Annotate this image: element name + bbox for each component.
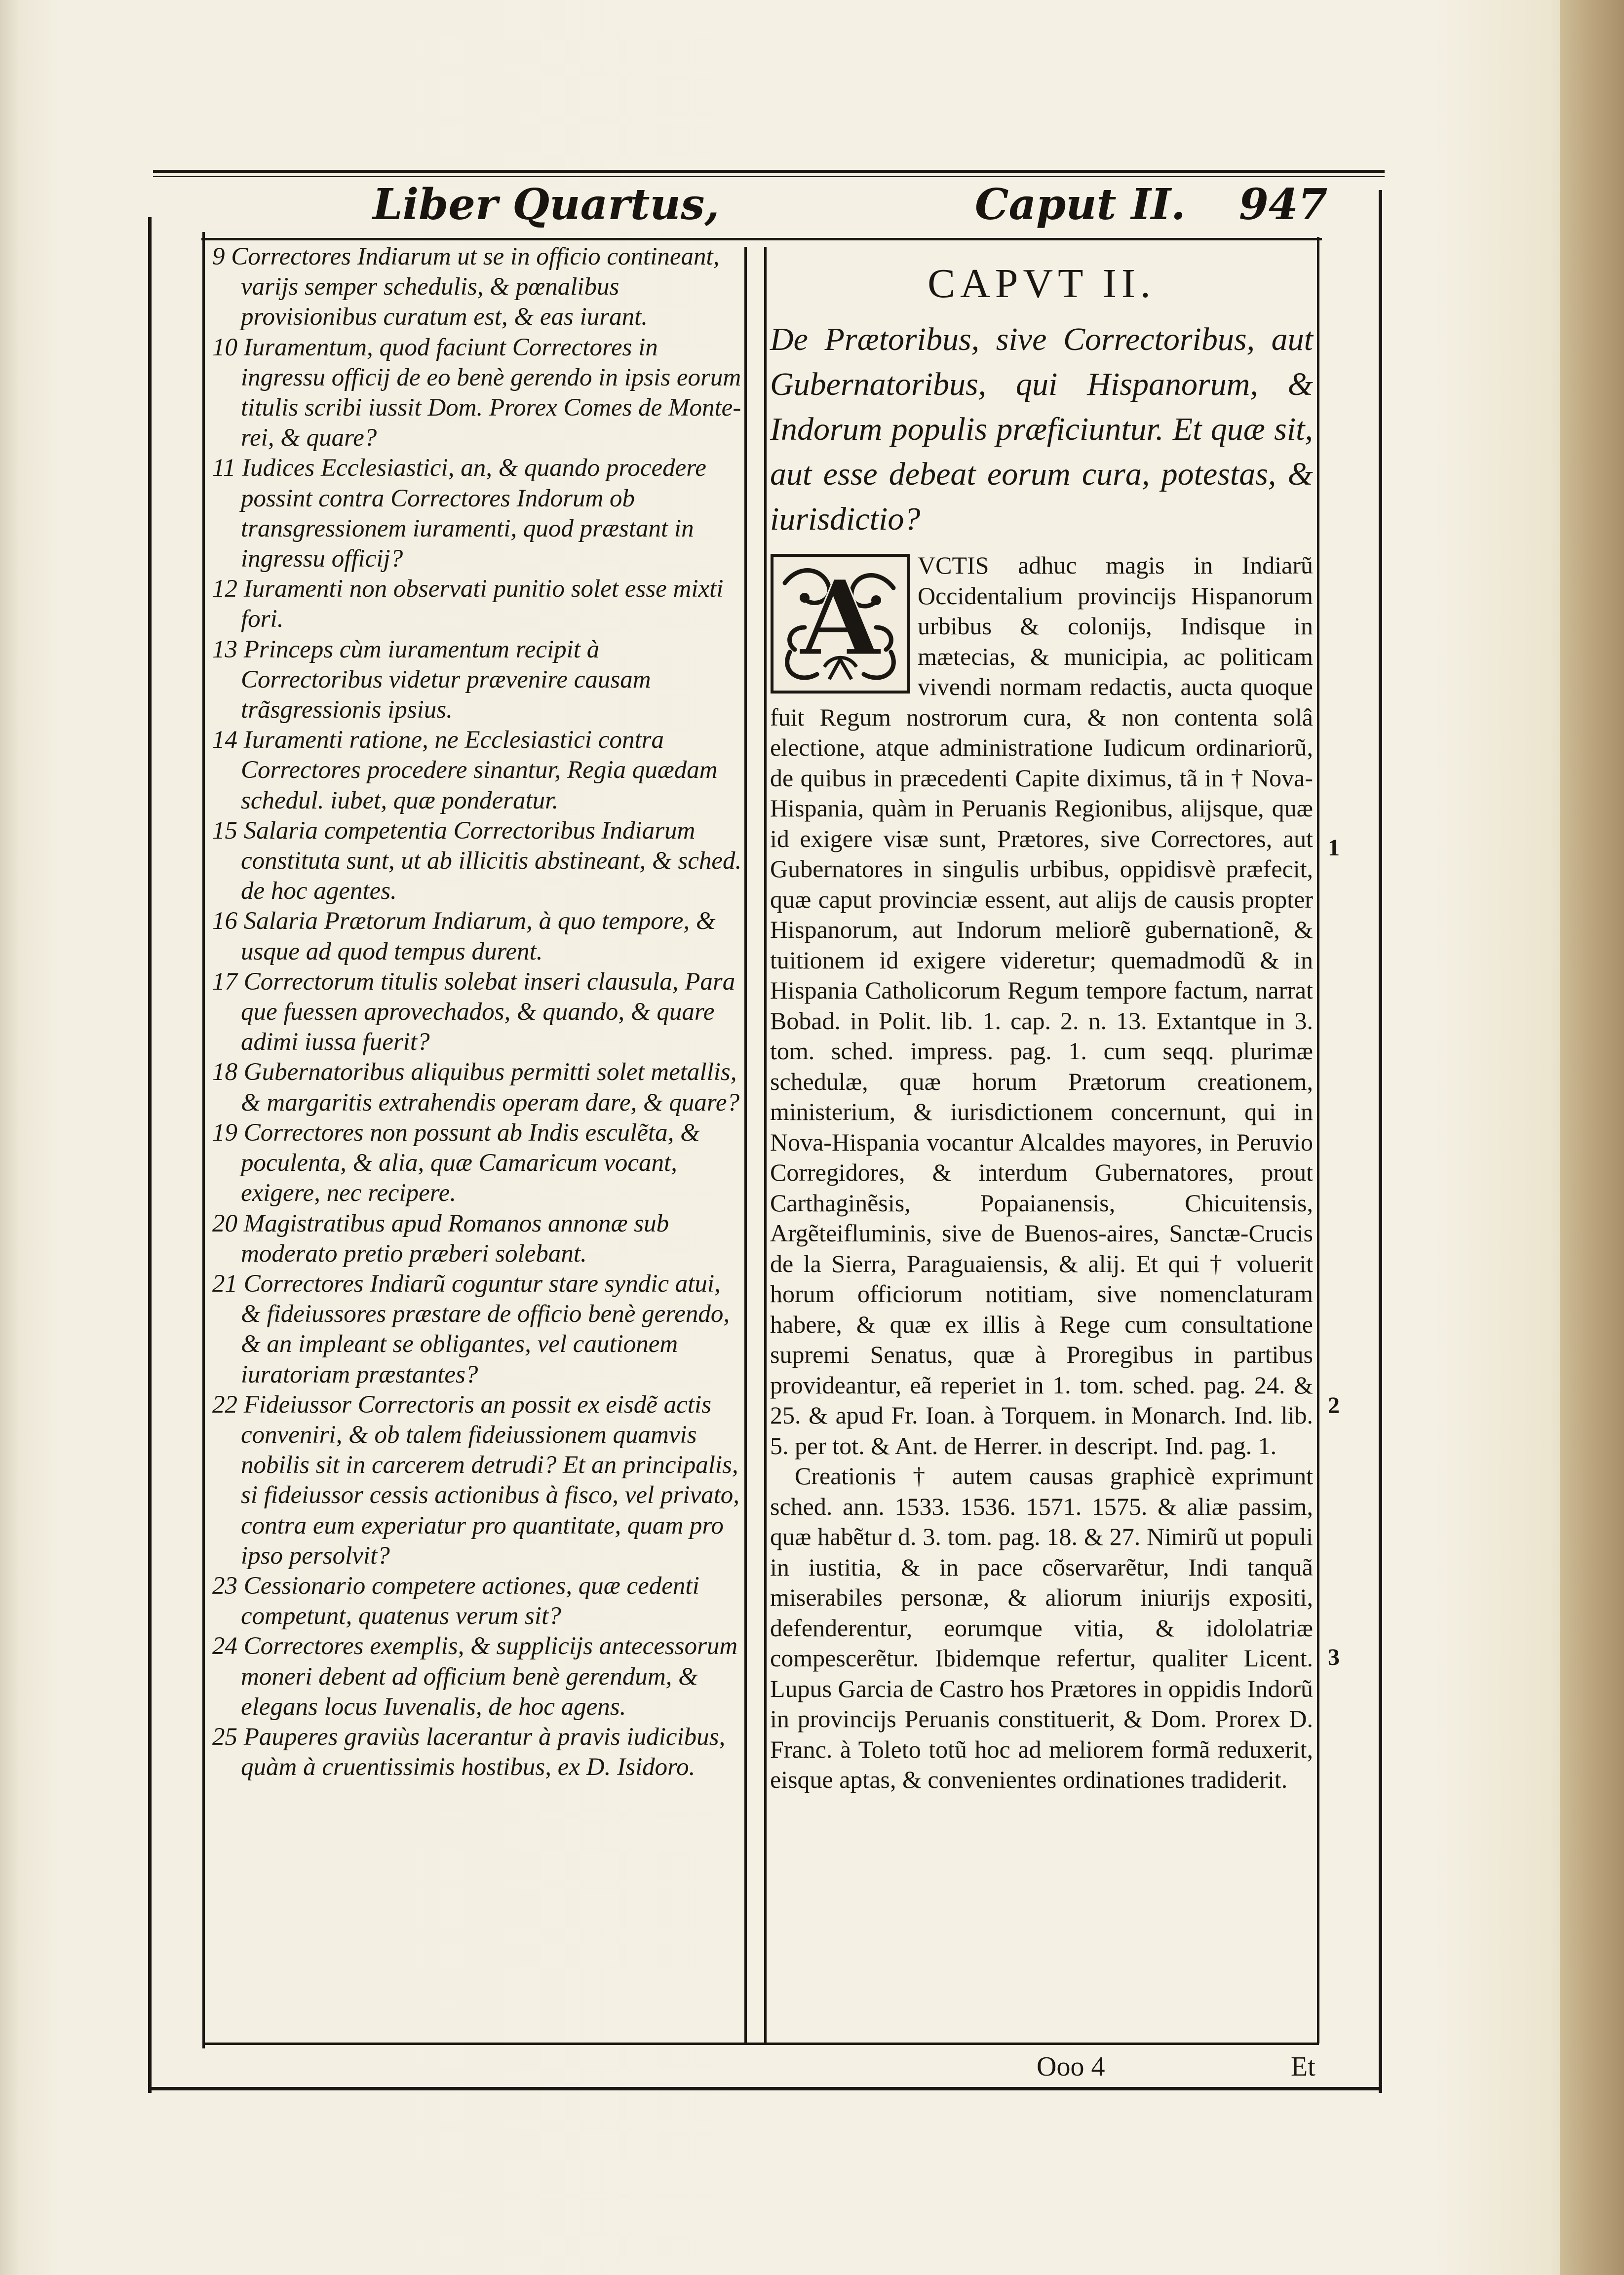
decorated-initial-a-icon [770,553,911,694]
summary-item: 20 Magistratibus apud Romanos annonæ sub moderato pretio præberi solebant. [212,1209,669,1268]
summary-item: 10 Iuramentum, quod faciunt Correctores in ingressu officij de eo benè gerendo in ipsis eorum titulis scribi iussit Dom. Prorex Comes de Monte-rei, & quare? [212,333,741,452]
column-divider-right [764,247,767,2044]
summary-item: 11 Iudices Ecclesiastici, an, & quando procedere possint contra Correctores Indorum ob transgressionem iuramenti, quod præstant in ingressu officij? [212,454,706,573]
chapter-title: CAPVT II. [928,261,1156,307]
summary-item: 15 Salaria competentia Correctoribus Indiarum constituta sunt, ut ab illicitis abstineant, & sched. de hoc agentes. [212,816,742,905]
summary-item: 13 Princeps cùm iuramentum recipit à Correctoribus videtur prævenire causam trãsgressionis ipsius. [212,635,651,724]
summary-item: 18 Gubernatoribus aliquibus permitti solet metallis, & margaritis extrahendis operam dare, & quare? [212,1058,740,1117]
summary-column [212,242,743,1782]
chapter-subtitle: De Prætoribus, sive Correctoribus, aut Gubernatoribus, qui Hispanorum, & Indorum populis præficiuntur. Et quæ sit, aut esse debeat eorum cura, potestas, & iurisdictio? [770,321,1313,537]
top-rule [153,170,1385,173]
catchword: Et [1291,2051,1315,2082]
running-head-center: Caput II. [975,180,1186,230]
summary-item: 19 Correctores non possunt ab Indis esculẽta, & poculenta, & alia, quæ Camaricum vocant, exigere, nec recipere. [212,1118,700,1207]
head-rule [201,238,1322,240]
summary-item: 17 Correctorum titulis solebat inseri clausula, Para que fuessen aprovechados, & quando, & quare adimi iussa fuerit? [212,967,735,1056]
frame-left-rule [148,217,152,2093]
summary-item: 22 Fideiussor Correctoris an possit ex eisdẽ actis conveniri, & ob talem fideiussionem quamvis nobilis sit in carcerem detrudi? Et an principalis, si fideiussor cessis actionibus à fisco, vel privato, contra eum experiatur pro quantitate, quam pro ipso persolvit? [212,1390,740,1570]
summary-item: 9 Correctores Indiarum ut se in officio contineant, varijs semper schedulis, & pœnalibus provisionibus curatum est, & eas iurant. [212,243,720,331]
main-column [770,247,1313,1795]
chapter-paragraph-2: Creationis † autem causas graphicè exprimunt sched. ann. 1533. 1536. 1571. 1575. & aliæ passim, quæ habẽtur d. 3. tom. pag. 18. & 27. Nimirũ ut populi in iustitia, & in pace cõservarẽtur, Indi tanquã miserabiles personæ, & aliorum iniurijs expositi, defenderentur, eorumque vitia, & idololatriæ compescerẽtur. Ibidemque refertur, qualiter Licent. Lupus Garcia de Castro hos Prætores in oppidis Indorũ in provincijs Peruanis constituerit, & Dom. Prorex D. Franc. à Toleto totũ hoc ad meliorem formã reduxerit, eisque aptas, & convenientes ordinationes tradiderit. [770,1462,1313,1793]
page-number: 947 [1239,180,1328,230]
chapter-paragraph-1: VCTIS adhuc magis in Indiarũ Occidentalium provincijs Hispanorum urbibus & colonijs, Indisque in mætecias, & municipia, ac politicam vivendi normam redactis, aucta quoque fuit Regum nostrorum cura, & non contenta solâ electione, atque administratione Iudicum ordinariorũ, de quibus in præcedenti Capite diximus, tã in † Nova-Hispania, quàm in Peruanis Regionibus, alijsque, quæ id exigere visæ sunt, Prætores, sive Correctores, aut Gubernatores in singulis urbibus, oppidisvè præfecit, quæ caput provinciæ essent, aut alijs de causis propter Hispanorum, aut Indorum meliorẽ gubernationẽ, & tuitionem id exigere videretur; quemadmodũ & in Hispania Catholicorum Regum tempore factum, narrat Bobad. in Polit. lib. 1. cap. 2. n. 13. Extantque in 3. tom. sched. impress. pag. 1. cum seqq. plurimæ schedulæ, quæ horum Prætorum creationem, ministerium, & iurisdictionem concernunt, qui in Nova-Hispania vocantur Alcaldes mayores, in Peruvio Corregidores, & interdum Gubernatores, prout Carthaginẽsis, Popaianensis, Chicuitensis, Argẽteifluminis, sive de Buenos-aires, Sanctæ-Crucis de la Sierra, Paraguaiensis, & alij. Et qui † voluerit horum officiorum notitiam, sive nomenclaturam habere, & quæ ex illis à Rege cum consultatione supremi Senatus, quæ à Proregibus in partibus provideantur, eã reperiet in 1. tom. sched. pag. 24. & 25. & apud Fr. Ioan. à Torquem. in Monarch. Ind. lib. 5. per tot. & Ant. de Herrer. in descript. Ind. pag. 1. [770,551,1313,1460]
top-rule-thin [153,176,1385,177]
summary-item: 12 Iuramenti non observati punitio solet esse mixti fori. [212,575,724,633]
column-left-rule [202,232,205,2048]
margin-note-2: 2 [1328,1392,1340,1419]
column-right-rule [1317,237,1319,2044]
summary-item: 25 Pauperes graviùs lacerantur à pravis iudicibus, quàm à cruentissimis hostibus, ex D. Isidoro. [212,1723,726,1781]
margin-note-3: 3 [1328,1644,1340,1670]
page-edge [1560,0,1624,2275]
frame-bottom-rule [148,2087,1382,2090]
summary-item: 21 Correctores Indiarũ coguntur stare syndic atui, & fideiussores præstare de officio benè gerendo, & an impleant se obligantes, vel cautionem iuratoriam præstantes? [212,1270,730,1388]
margin-note-1: 1 [1328,835,1340,861]
column-bottom-rule [202,2043,1319,2045]
initial-letter: A [800,557,881,679]
column-divider-left [744,247,747,2044]
summary-item: 23 Cessionario competere actiones, quæ cedenti competunt, quatenus verum sit? [212,1572,699,1630]
running-head-left: Liber Quartus, [373,180,720,230]
summary-item: 24 Correctores exemplis, & supplicijs antecessorum moneri debent ad officium benè gerendum, & elegans locus Iuvenalis, de hoc agens. [212,1632,738,1721]
summary-item: 16 Salaria Prætorum Indiarum, à quo tempore, & usque ad quod tempus durent. [212,907,716,965]
signature-mark: Ooo 4 [1037,2051,1105,2082]
frame-right-rule [1379,190,1382,2093]
summary-item: 14 Iuramenti ratione, ne Ecclesiastici contra Correctores procedere sinantur, Regia quædam schedul. iubet, quæ ponderatur. [212,726,718,814]
